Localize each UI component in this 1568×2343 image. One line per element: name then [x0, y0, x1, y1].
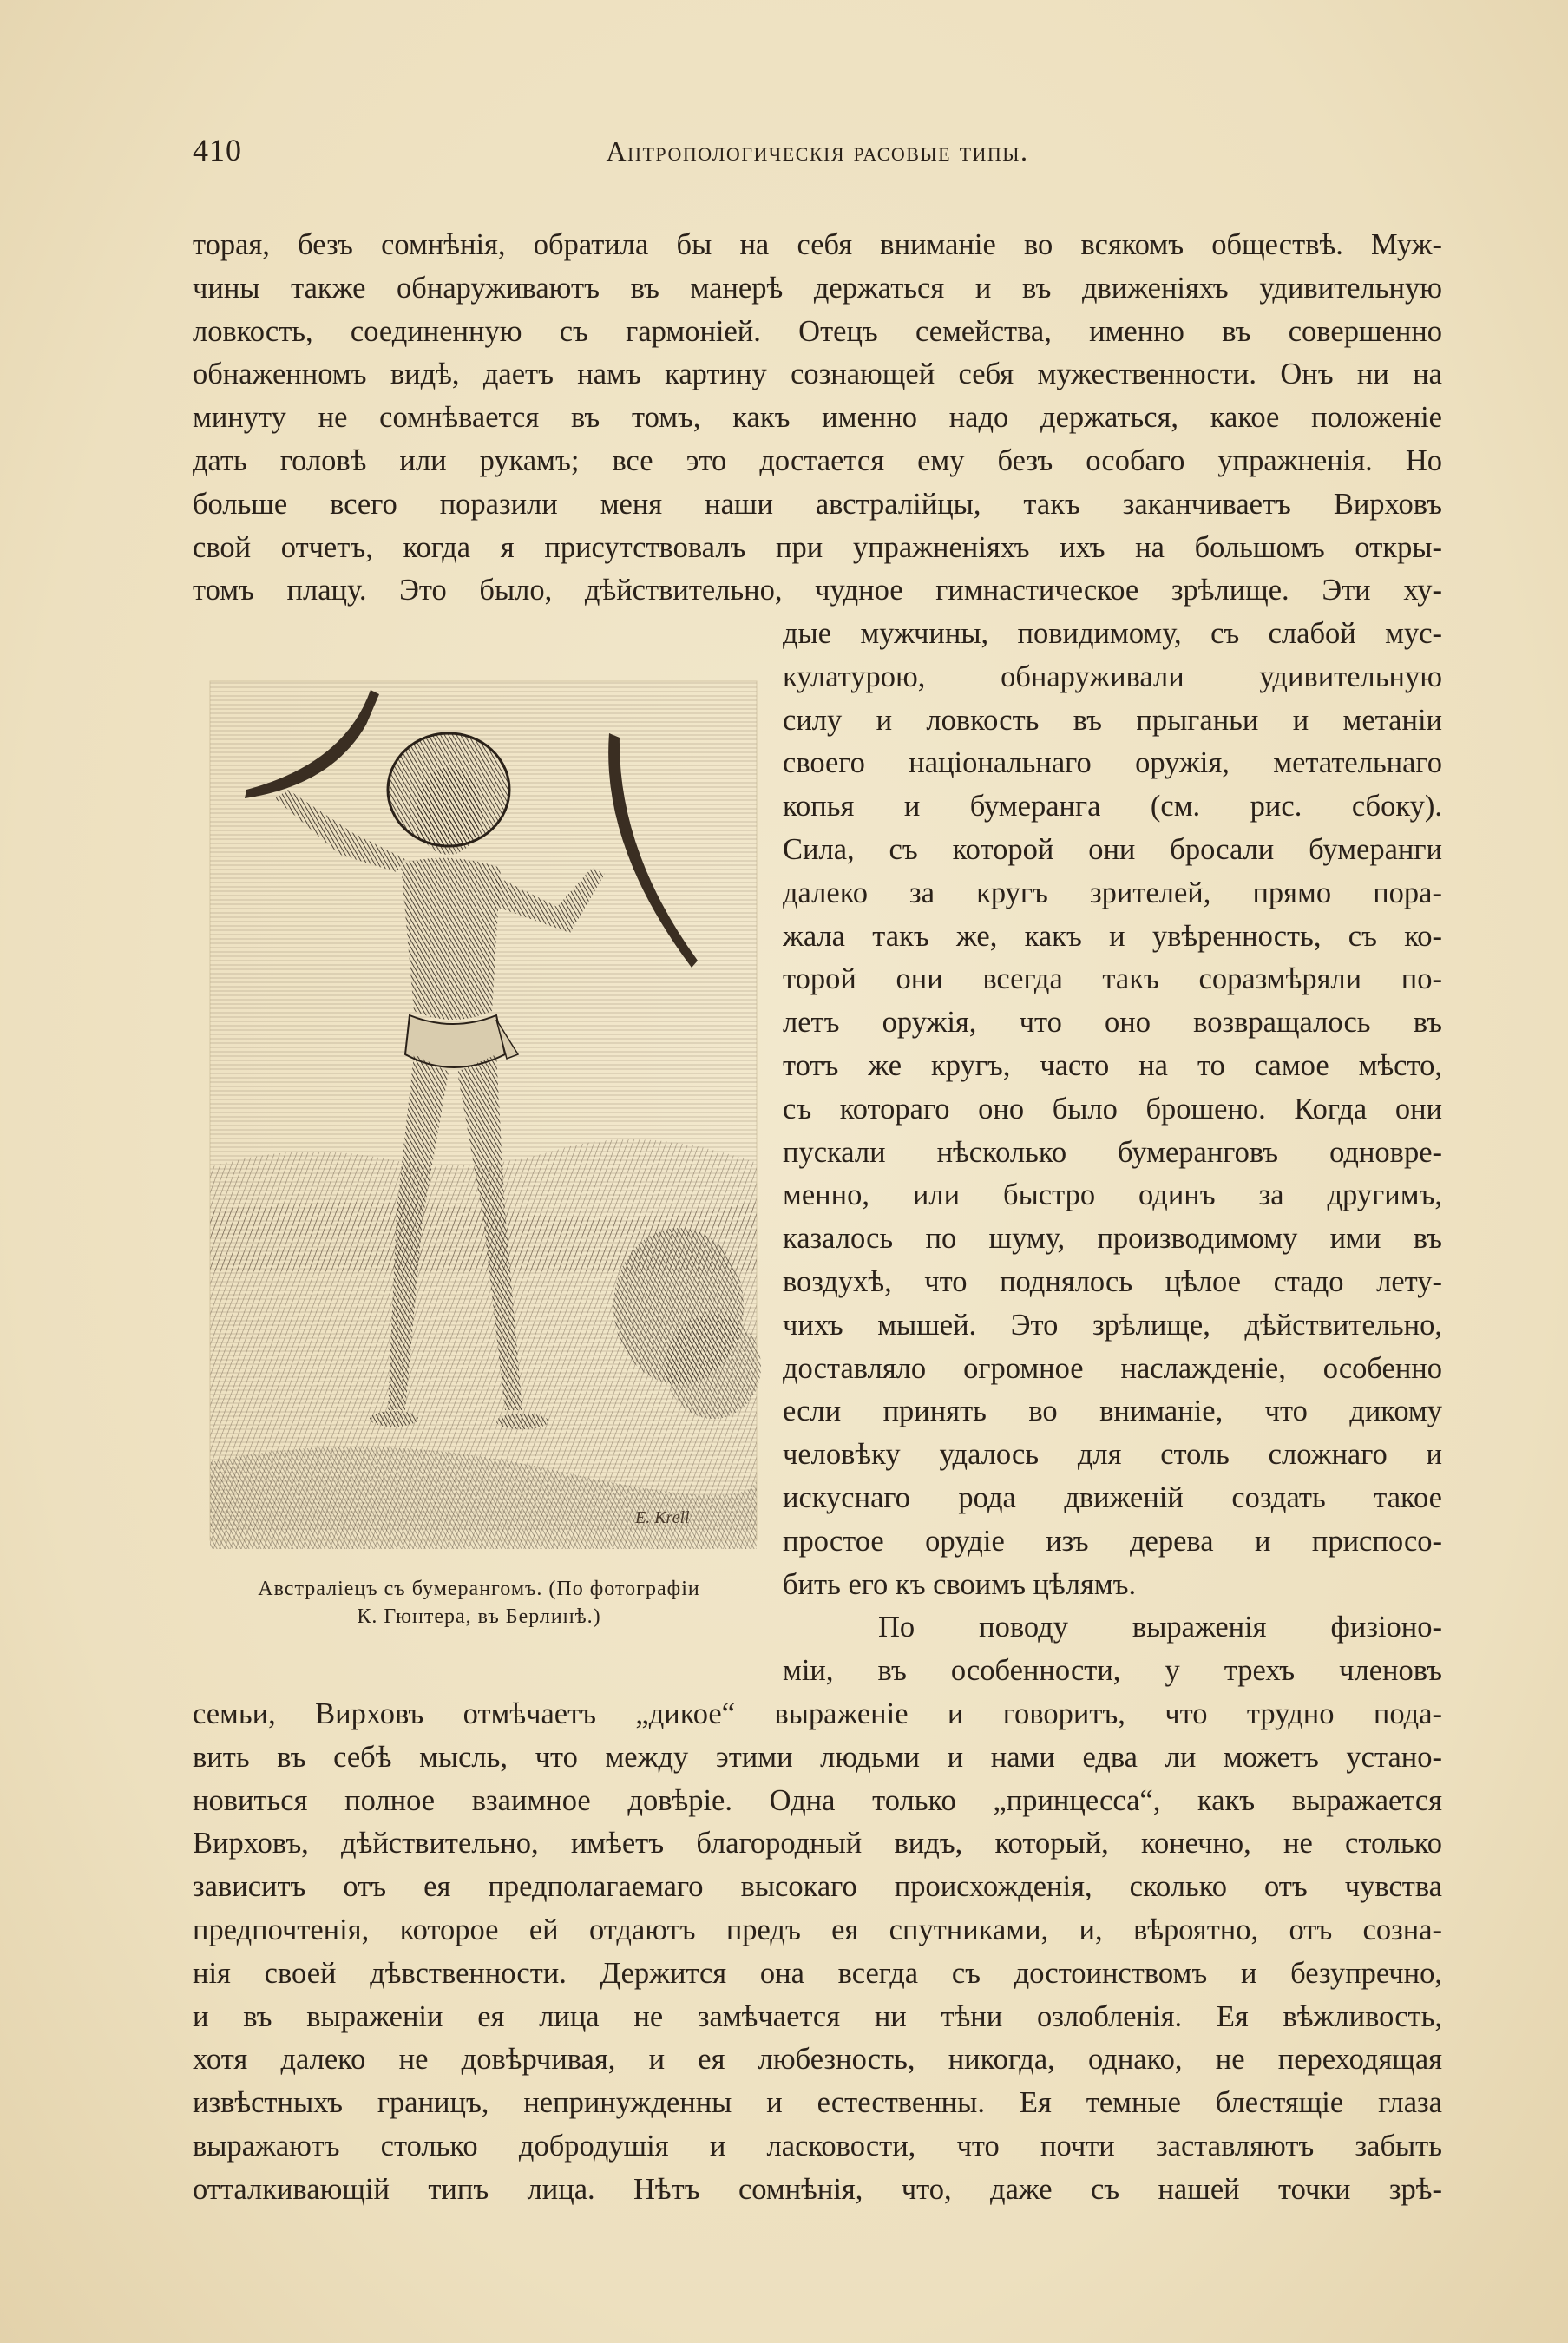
caption-line-2: К. Гюнтера, въ Берлинѣ.): [357, 1605, 601, 1628]
text-line: хотя далеко не довѣрчивая, и ея любезность, никогда, однако, не переходящая: [193, 2043, 1442, 2077]
text-line: торая, безъ сомнѣнія, обратила бы на себя вниманіе во всякомъ обществѣ. Муж-: [193, 228, 1442, 261]
text-line: міи, въ особенности, у трехъ членовъ: [783, 1654, 1442, 1688]
text-line: кулатурою, обнаруживали удивительную: [783, 660, 1442, 693]
text-line: Вирховъ, дѣйствительно, имѣетъ благородный видъ, который, конечно, не столько: [193, 1827, 1442, 1861]
text-line: летъ оружія, что оно возвращалось въ: [783, 1006, 1442, 1040]
text-line: свой отчетъ, когда я присутствовалъ при упражненіяхъ ихъ на большомъ откры-: [193, 530, 1442, 564]
engraver-signature: E. Krell: [635, 1508, 690, 1527]
body-text-column: [783, 613, 1442, 1693]
text-line: тотъ же кругъ, часто на то самое мѣсто,: [783, 1048, 1442, 1082]
text-line: зависитъ отъ ея предполагаемаго высокаго происхожденія, сколько отъ чувства: [193, 1870, 1442, 1904]
page-number: 410: [193, 133, 242, 167]
text-line: По поводу выраженія физіоно-: [878, 1611, 1442, 1644]
text-line: своего національнаго оружія, метательнаго: [783, 746, 1442, 780]
text-line: Сила, съ которой они бросали бумеранги: [783, 832, 1442, 866]
caption-line-1: Австраліецъ съ бумерангомъ. (По фотографіи: [258, 1578, 700, 1600]
text-line: чихъ мышей. Это зрѣлище, дѣйствительно,: [783, 1308, 1442, 1342]
text-line: казалось по шуму, производимому ими въ: [783, 1222, 1442, 1256]
text-line: бить его къ своимъ цѣлямъ.: [783, 1567, 1137, 1601]
text-line: отталкивающій типъ лица. Нѣтъ сомнѣнія, что, даже съ нашей точки зрѣ-: [193, 2172, 1442, 2206]
text-line: вить въ себѣ мысль, что между этими людьми и нами едва ли можетъ устано-: [193, 1740, 1442, 1774]
text-line: и въ выраженіи ея лица не замѣчается ни тѣни озлобленія. Ея вѣжливость,: [193, 1999, 1442, 2033]
text-line: воздухѣ, что поднялось цѣлое стадо лету-: [783, 1264, 1442, 1298]
engraving-figure: [193, 646, 765, 1549]
body-text-bottom: [193, 1693, 1442, 2212]
text-line: пускали нѣсколько бумеранговъ одновре-: [783, 1135, 1442, 1169]
running-title: Антропологическія расовые типы.: [606, 135, 1029, 167]
running-head: [193, 132, 1442, 175]
text-line: копья и бумеранга (см. рис. сбоку).: [783, 790, 1442, 824]
text-line: чины также обнаруживаютъ въ манерѣ держаться и въ движеніяхъ удивительную: [193, 271, 1442, 305]
text-line: нія своей дѣвственности. Держится она всегда съ достоинствомъ и безупречно,: [193, 1956, 1442, 1990]
text-line: торой они всегда такъ соразмѣряли по-: [783, 962, 1442, 996]
aboriginal-man-with-boomerang-illustration: [193, 646, 765, 1549]
text-line: выражаютъ столько добродушія и ласковости, что почти заставляютъ забыть: [193, 2129, 1442, 2163]
text-line: новиться полное взаимное довѣріе. Одна только „принцесса“, какъ выражается: [193, 1783, 1442, 1817]
text-line: жала такъ же, какъ и увѣренность, съ ко-: [783, 919, 1442, 953]
figure-caption: [193, 1575, 765, 1631]
text-line: силу и ловкость въ прыганьи и метаніи: [783, 703, 1442, 737]
text-line: предпочтенія, которое ей отдаютъ предъ ея спутниками, и, вѣроятно, отъ созна-: [193, 1913, 1442, 1946]
text-line: ловкость, соединенную съ гармоніей. Отецъ семейства, именно въ совершенно: [193, 314, 1442, 348]
text-line: человѣку удалось для столь сложнаго и: [783, 1438, 1442, 1472]
text-line: доставляло огромное наслажденіе, особенно: [783, 1351, 1442, 1385]
text-line: томъ плацу. Это было, дѣйствительно, чудное гимнастическое зрѣлище. Эти ху-: [193, 574, 1442, 607]
text-line: простое орудіе изъ дерева и приспосо-: [783, 1524, 1442, 1558]
text-line: искуснаго рода движеній создать такое: [783, 1480, 1442, 1514]
text-line: дые мужчины, повидимому, съ слабой мус-: [783, 617, 1442, 650]
text-line: извѣстныхъ границъ, непринужденны и естественны. Ея темные блестящіе глаза: [193, 2086, 1442, 2120]
text-line: обнаженномъ видѣ, даетъ намъ картину сознающей себя мужественности. Онъ ни на: [193, 358, 1442, 391]
text-line: минуту не сомнѣвается въ томъ, какъ именно надо держаться, какое положеніе: [193, 401, 1442, 435]
body-text-top: [193, 224, 1442, 613]
text-line: больше всего поразили меня наши австралійцы, такъ заканчиваетъ Вирховъ: [193, 487, 1442, 521]
text-line: менно, или быстро одинъ за другимъ,: [783, 1178, 1442, 1212]
text-line: дать головѣ или рукамъ; все это достается ему безъ особаго упражненія. Но: [193, 443, 1442, 477]
text-line: если принять во вниманіе, что дикому: [783, 1395, 1442, 1428]
text-line: семьи, Вирховъ отмѣчаетъ „дикое“ выраженіе и говоритъ, что трудно пода-: [193, 1697, 1442, 1730]
text-line: далеко за кругъ зрителей, прямо пора-: [783, 876, 1442, 909]
text-line: съ котораго оно было брошено. Когда они: [783, 1092, 1442, 1126]
